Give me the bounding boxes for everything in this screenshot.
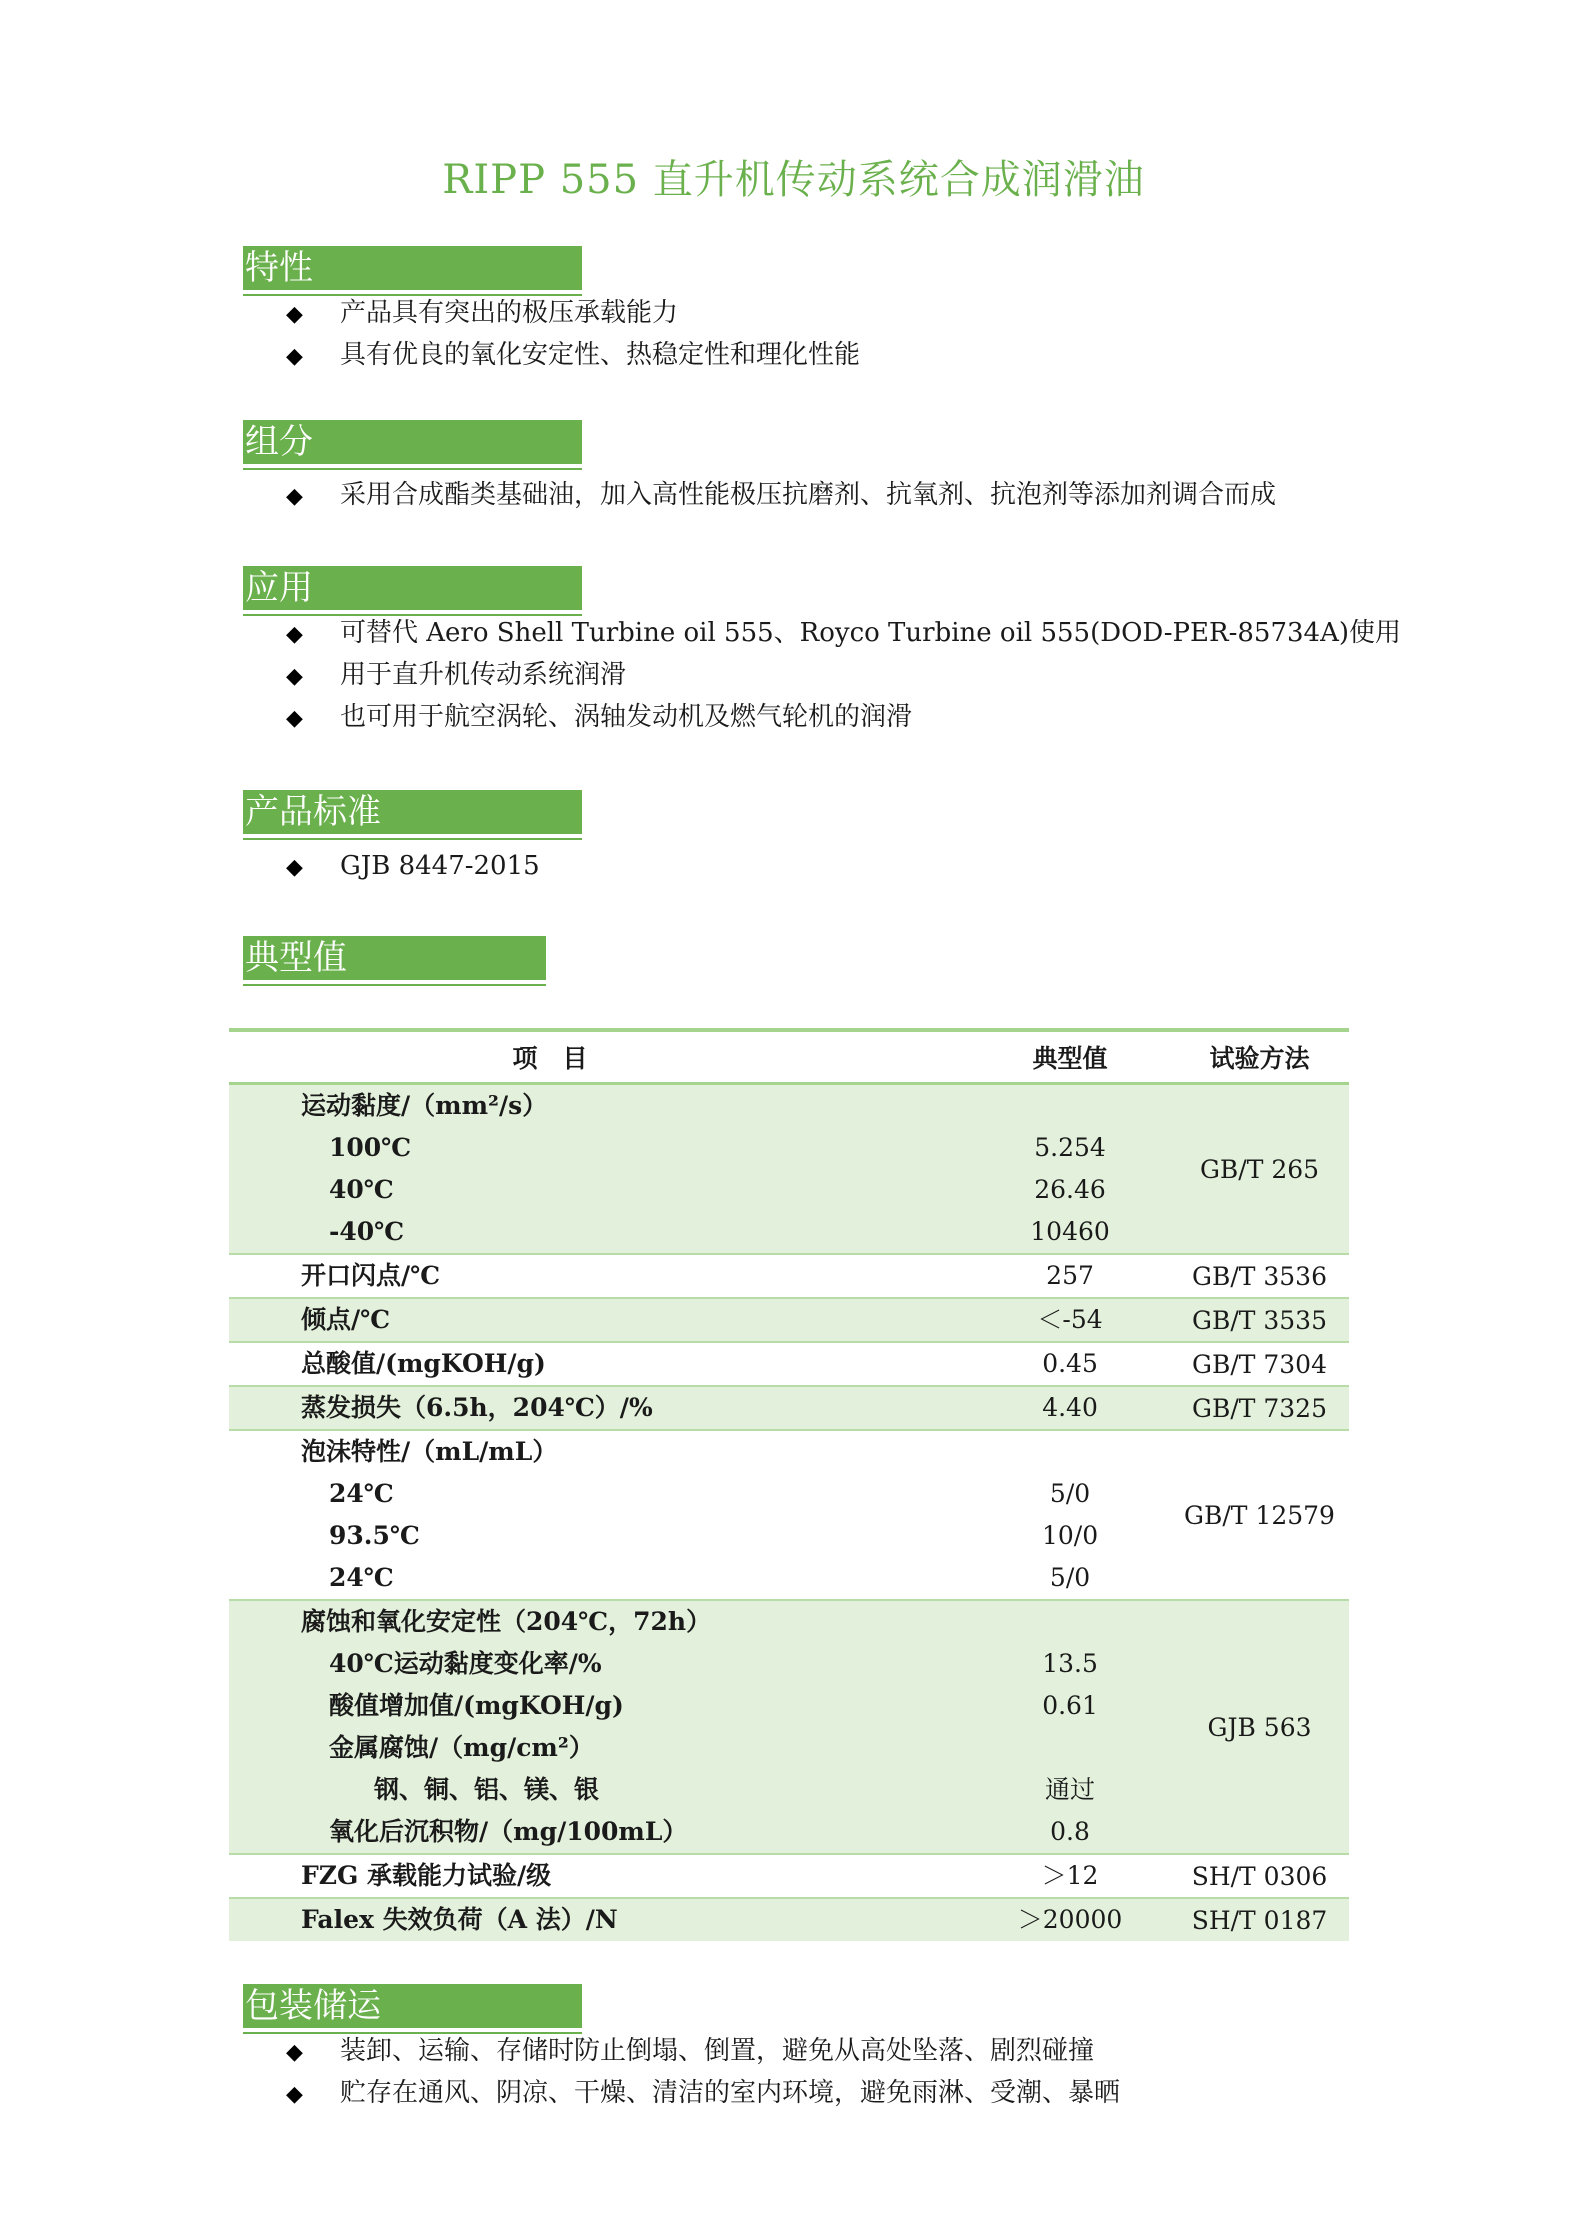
- item-label: 24℃: [329, 1479, 394, 1508]
- typical-value: [970, 1727, 1170, 1769]
- typical-value: 5/0: [1049, 1563, 1091, 1592]
- typical-value: 5.254: [1034, 1133, 1106, 1162]
- table-row: [229, 1254, 1349, 1298]
- diamond-bullet-icon: ◆: [286, 2082, 303, 2107]
- diamond-bullet-icon: ◆: [286, 622, 303, 647]
- method-cell: [1170, 1430, 1349, 1600]
- method-cell: [1170, 1600, 1349, 1854]
- typical-value: [970, 1431, 1170, 1473]
- typical-values-table: [229, 1028, 1349, 1941]
- typical-value: 4.40: [1042, 1393, 1098, 1422]
- column-header-method: 试验方法: [1170, 1030, 1349, 1084]
- item-label: 40℃: [329, 1175, 394, 1204]
- typical-value: 5/0: [1049, 1479, 1091, 1508]
- test-method: SH/T 0306: [1191, 1861, 1328, 1891]
- test-method: GB/T 265: [1199, 1154, 1320, 1184]
- diamond-bullet-icon: ◆: [286, 344, 303, 369]
- item-cell: [229, 1854, 970, 1898]
- item-cell: [229, 1600, 970, 1854]
- item-label: 40℃运动黏度变化率/%: [329, 1649, 602, 1678]
- item-label: 酸值增加值/(mgKOH/g): [329, 1691, 624, 1720]
- item-label: 金属腐蚀/（mg/cm²）: [329, 1733, 594, 1762]
- diamond-bullet-icon: ◆: [286, 302, 303, 327]
- section-heading-composition: 组分: [243, 420, 582, 464]
- item-label: 钢、铜、铝、镁、银: [374, 1775, 600, 1804]
- features-list: [286, 292, 860, 376]
- table-row: [229, 1430, 1349, 1600]
- typical-value: 26.46: [1034, 1175, 1106, 1204]
- method-cell: [1170, 1898, 1349, 1941]
- item-label: FZG 承载能力试验/级: [301, 1861, 552, 1890]
- item-cell: [229, 1386, 970, 1430]
- typical-value: [970, 1085, 1170, 1127]
- item-label: 倾点/℃: [301, 1305, 391, 1334]
- test-method: GB/T 7325: [1191, 1393, 1327, 1423]
- value-cell: [970, 1084, 1170, 1255]
- typical-value: 10460: [1030, 1217, 1110, 1246]
- value-cell: [970, 1342, 1170, 1386]
- item-cell: [229, 1298, 970, 1342]
- page-title: RIPP 555 直升机传动系统合成润滑油: [442, 157, 1145, 203]
- table-row: [229, 1386, 1349, 1430]
- item-label: 100℃: [329, 1133, 412, 1162]
- list-item: ◆ 贮存在通风、阴凉、干燥、清洁的室内环境，避免雨淋、受潮、暴晒: [286, 2072, 1120, 2114]
- list-item: ◆ 可替代 Aero Shell Turbine oil 555、Royco Turbine oil 555(DOD-PER-85734A)使用: [286, 612, 1401, 654]
- composition-list: [286, 474, 1276, 516]
- list-item: ◆ 装卸、运输、存储时防止倒塌、倒置，避免从高处坠落、剧烈碰撞: [286, 2030, 1120, 2072]
- method-cell: [1170, 1298, 1349, 1342]
- typical-value: 10/0: [1041, 1521, 1099, 1550]
- item-label: 运动黏度/（mm²/s）: [301, 1091, 548, 1120]
- method-cell: [1170, 1854, 1349, 1898]
- test-method: GB/T 3536: [1191, 1261, 1327, 1291]
- item-cell: [229, 1342, 970, 1386]
- table-header-row: [229, 1030, 1349, 1084]
- value-cell: [970, 1854, 1170, 1898]
- item-cell: [229, 1898, 970, 1941]
- section-heading-application: 应用: [243, 566, 582, 610]
- method-cell: [1170, 1254, 1349, 1298]
- diamond-bullet-icon: ◆: [286, 484, 303, 509]
- item-label: 氧化后沉积物/（mg/100mL）: [329, 1817, 688, 1846]
- item-cell: [229, 1254, 970, 1298]
- table-body: [229, 1084, 1349, 1942]
- item-label: 24℃: [329, 1563, 394, 1592]
- method-cell: [1170, 1084, 1349, 1255]
- list-item: ◆ GJB 8447-2015: [286, 845, 540, 887]
- typical-value: 通过: [1045, 1775, 1096, 1804]
- test-method: GB/T 12579: [1184, 1500, 1335, 1530]
- column-header-item: 项 目: [229, 1030, 970, 1084]
- table-row: [229, 1298, 1349, 1342]
- item-label: -40℃: [329, 1217, 405, 1246]
- value-cell: [970, 1298, 1170, 1342]
- table-row: [229, 1898, 1349, 1941]
- list-item: ◆ 产品具有突出的极压承载能力: [286, 292, 860, 334]
- column-header-value: 典型值: [970, 1030, 1170, 1084]
- value-cell: [970, 1254, 1170, 1298]
- value-cell: [970, 1430, 1170, 1600]
- item-label: 开口闪点/℃: [301, 1261, 441, 1290]
- item-label: 93.5℃: [329, 1521, 420, 1550]
- typical-value: 0.8: [1050, 1817, 1090, 1846]
- diamond-bullet-icon: ◆: [286, 2040, 303, 2065]
- method-cell: [1170, 1386, 1349, 1430]
- list-item: ◆ 也可用于航空涡轮、涡轴发动机及燃气轮机的润滑: [286, 696, 1401, 738]
- test-method: GJB 563: [1207, 1712, 1312, 1742]
- typical-value: 13.5: [1042, 1649, 1098, 1678]
- value-cell: [970, 1898, 1170, 1941]
- packaging-list: [286, 2030, 1120, 2114]
- section-heading-standard: 产品标准: [243, 790, 582, 834]
- test-method: GB/T 3535: [1191, 1305, 1327, 1335]
- item-cell: [229, 1430, 970, 1600]
- typical-value: 257: [1046, 1261, 1094, 1290]
- item-label: 总酸值/(mgKOH/g): [301, 1349, 546, 1378]
- diamond-bullet-icon: ◆: [286, 855, 303, 880]
- section-heading-features: 特性: [243, 246, 582, 290]
- item-label: 腐蚀和氧化安定性（204℃，72h）: [301, 1607, 712, 1636]
- method-cell: [1170, 1342, 1349, 1386]
- item-label: 泡沫特性/（mL/mL）: [301, 1437, 558, 1466]
- section-heading-packaging: 包装储运: [243, 1984, 582, 2028]
- table-row: [229, 1600, 1349, 1854]
- diamond-bullet-icon: ◆: [286, 664, 303, 689]
- test-method: GB/T 7304: [1191, 1349, 1327, 1379]
- typical-value: 0.61: [1042, 1691, 1098, 1720]
- item-cell: [229, 1084, 970, 1255]
- table-row: [229, 1084, 1349, 1255]
- application-list: [286, 612, 1401, 738]
- typical-value: [970, 1601, 1170, 1643]
- list-item: ◆ 用于直升机传动系统润滑: [286, 654, 1401, 696]
- typical-value: ＜-54: [1037, 1305, 1103, 1334]
- table-row: [229, 1342, 1349, 1386]
- list-item: ◆ 采用合成酯类基础油，加入高性能极压抗磨剂、抗氧剂、抗泡剂等添加剂调合而成: [286, 474, 1276, 516]
- value-cell: [970, 1600, 1170, 1854]
- section-heading-typical-values: 典型值: [243, 936, 546, 980]
- typical-value: ＞12: [1041, 1861, 1099, 1890]
- typical-value: 0.45: [1042, 1349, 1098, 1378]
- list-item: ◆ 具有优良的氧化安定性、热稳定性和理化性能: [286, 334, 860, 376]
- item-label: 蒸发损失（6.5h，204℃）/%: [301, 1393, 653, 1422]
- typical-value: ＞20000: [1017, 1905, 1123, 1934]
- diamond-bullet-icon: ◆: [286, 706, 303, 731]
- table-row: [229, 1854, 1349, 1898]
- test-method: SH/T 0187: [1191, 1905, 1328, 1935]
- item-label: Falex 失效负荷（A 法）/N: [301, 1905, 618, 1934]
- standard-list: [286, 845, 540, 887]
- value-cell: [970, 1386, 1170, 1430]
